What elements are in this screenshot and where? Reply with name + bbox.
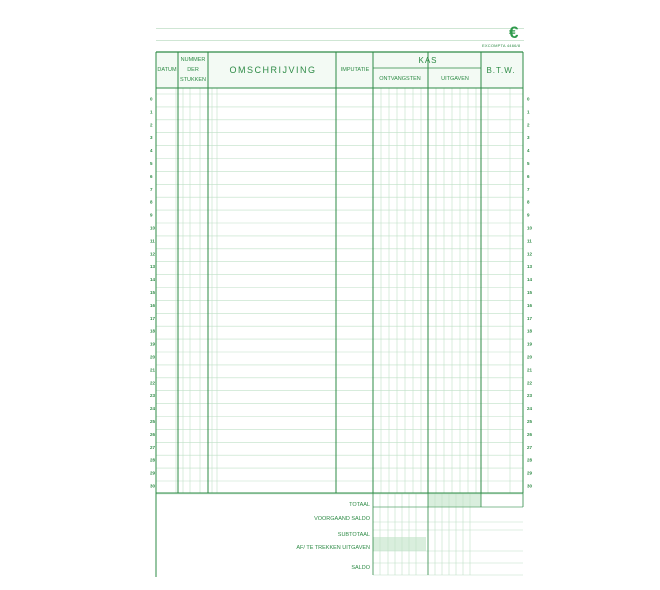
col-datum: DATUM bbox=[157, 67, 177, 73]
col-uitgaven: UITGAVEN bbox=[441, 76, 469, 82]
row-number-left: 0 bbox=[150, 96, 153, 102]
row-number-right: 27 bbox=[527, 444, 533, 450]
row-numbers bbox=[150, 97, 533, 489]
row-number-left: 28 bbox=[150, 457, 156, 463]
col-nummer-3: STUKKEN bbox=[180, 77, 206, 83]
row-number-left: 16 bbox=[150, 302, 156, 308]
row-number-left: 4 bbox=[150, 148, 153, 154]
row-number-left: 23 bbox=[150, 393, 156, 399]
footer-saldo: SALDO bbox=[351, 565, 370, 571]
product-reference: EXCOMPTA 4466/8 bbox=[482, 43, 521, 48]
row-number-right: 21 bbox=[527, 367, 533, 373]
row-number-left: 8 bbox=[150, 199, 153, 205]
row-number-left: 11 bbox=[150, 238, 155, 244]
row-number-left: 2 bbox=[150, 122, 153, 128]
row-number-right: 3 bbox=[527, 135, 530, 141]
row-number-left: 5 bbox=[150, 161, 153, 166]
row-number-right: 11 bbox=[527, 238, 532, 244]
row-number-right: 2 bbox=[527, 122, 530, 128]
row-number-left: 17 bbox=[150, 315, 156, 321]
row-number-left: 3 bbox=[150, 135, 153, 141]
row-number-left: 19 bbox=[150, 341, 156, 347]
row-number-right: 13 bbox=[527, 264, 533, 270]
row-number-left: 25 bbox=[150, 419, 156, 424]
row-number-right: 15 bbox=[527, 290, 533, 295]
row-number-right: 29 bbox=[527, 470, 533, 476]
row-number-right: 22 bbox=[527, 380, 533, 386]
row-number-right: 18 bbox=[527, 328, 533, 334]
row-number-left: 9 bbox=[150, 212, 153, 218]
row-number-right: 0 bbox=[527, 96, 530, 102]
row-number-left: 15 bbox=[150, 290, 156, 295]
header-band bbox=[156, 52, 523, 88]
col-ontvangsten: ONTVANGSTEN bbox=[379, 76, 421, 82]
row-number-left: 22 bbox=[150, 380, 156, 386]
row-number-right: 24 bbox=[527, 406, 533, 412]
row-number-left: 26 bbox=[150, 431, 156, 437]
row-number-right: 8 bbox=[527, 199, 530, 205]
row-number-left: 6 bbox=[150, 173, 153, 179]
row-number-right: 7 bbox=[527, 186, 530, 192]
row-number-right: 30 bbox=[527, 483, 533, 489]
row-number-left: 29 bbox=[150, 470, 156, 476]
col-kas: KAS bbox=[418, 56, 438, 65]
row-number-right: 28 bbox=[527, 457, 533, 463]
row-number-right: 23 bbox=[527, 393, 533, 399]
row-number-right: 12 bbox=[527, 251, 533, 257]
row-number-left: 10 bbox=[150, 225, 156, 231]
row-number-right: 6 bbox=[527, 173, 530, 179]
row-number-right: 1 bbox=[527, 109, 530, 115]
footer-subtotaal: SUBTOTAAL bbox=[337, 532, 370, 538]
row-number-right: 5 bbox=[527, 161, 530, 166]
row-number-left: 7 bbox=[150, 186, 153, 192]
footer-voorgaand-saldo: VOORGAAND SALDO bbox=[314, 516, 370, 522]
col-btw: B.T.W. bbox=[486, 66, 516, 75]
row-number-right: 10 bbox=[527, 225, 533, 231]
footer-af-te-trekken: AF/ TE TREKKEN UITGAVEN bbox=[296, 545, 370, 551]
row-number-left: 27 bbox=[150, 444, 156, 450]
row-number-right: 9 bbox=[527, 212, 530, 218]
col-imputatie: IMPUTATIE bbox=[340, 67, 370, 73]
row-number-left: 20 bbox=[150, 354, 156, 360]
row-number-left: 21 bbox=[150, 367, 156, 373]
row-number-left: 18 bbox=[150, 328, 156, 334]
row-number-right: 19 bbox=[527, 341, 533, 347]
af-te-trekken-shade bbox=[373, 537, 426, 551]
row-number-right: 26 bbox=[527, 431, 533, 437]
col-nummer-2: DER bbox=[187, 67, 199, 73]
row-number-right: 25 bbox=[527, 419, 533, 424]
footer-totaal: TOTAAL bbox=[349, 502, 370, 508]
row-number-left: 1 bbox=[150, 109, 153, 115]
euro-logo-icon: € bbox=[509, 23, 519, 42]
col-omschrijving: OMSCHRIJVING bbox=[229, 65, 317, 75]
row-number-right: 16 bbox=[527, 302, 533, 308]
row-number-right: 20 bbox=[527, 354, 533, 360]
row-number-right: 17 bbox=[527, 315, 533, 321]
row-number-left: 30 bbox=[150, 483, 156, 489]
row-number-left: 13 bbox=[150, 264, 156, 270]
totaal-uitgaven-shade bbox=[428, 493, 481, 507]
col-nummer-1: NUMMER bbox=[180, 57, 206, 63]
row-number-left: 24 bbox=[150, 406, 156, 412]
row-number-left: 12 bbox=[150, 251, 156, 257]
row-number-right: 14 bbox=[527, 277, 533, 283]
row-number-right: 4 bbox=[527, 148, 530, 154]
row-number-left: 14 bbox=[150, 277, 156, 283]
